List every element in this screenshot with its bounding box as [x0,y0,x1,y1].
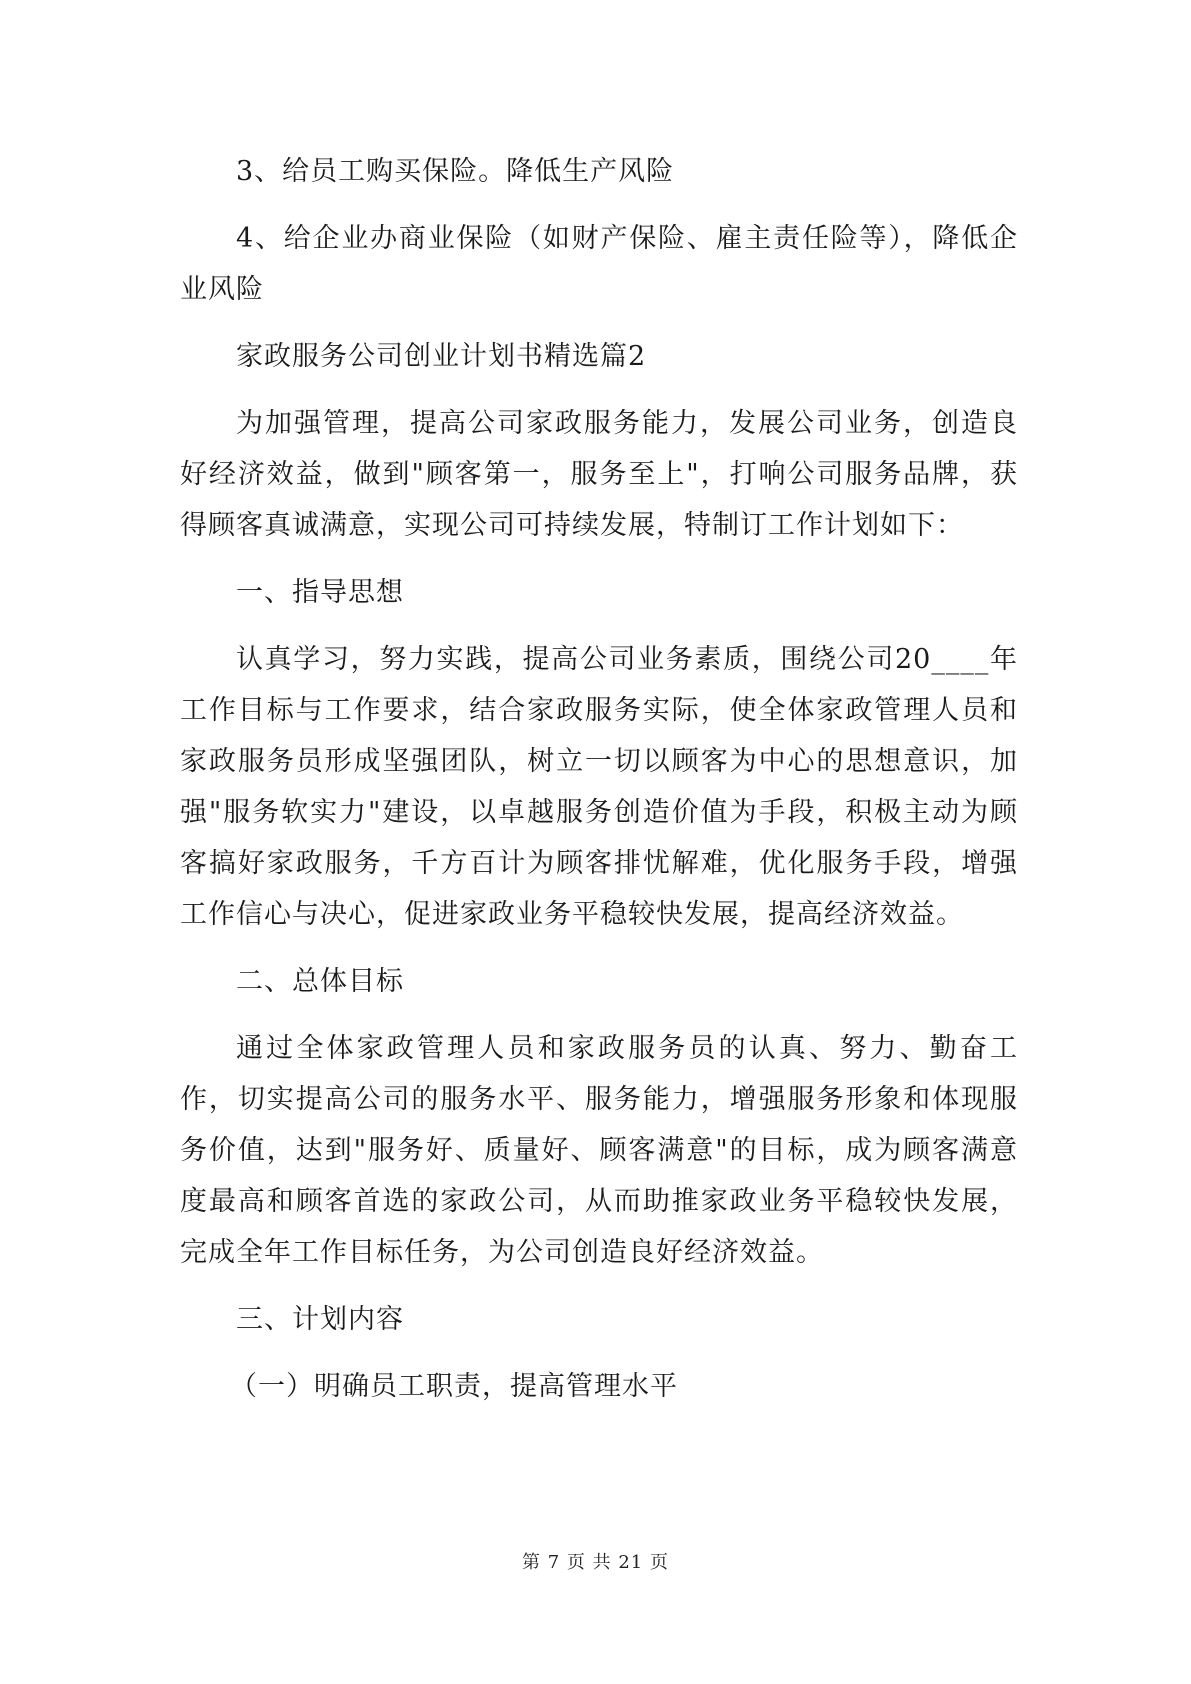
page-number-footer: 第 7 页 共 21 页 [522,1552,669,1573]
document-body [180,146,1018,1428]
heading-overall-goal: 二、总体目标 [236,966,404,997]
section-title: 家政服务公司创业计划书精选篇2 [236,341,647,372]
list-item-insurance-staff: 3、给员工购买保险。降低生产风险 [236,156,675,187]
guiding-ideology-paragraph: 认真学习，努力实践，提高公司业务素质，围绕公司20____年工作目标与工作要求，结合家政服务实际，使全体家政管理人员和家政服务员形成坚强团队，树立一切以顾客为中心的思想意识，加强"服务软实力"建设，以卓越服务创造价值为手段，积极主动为顾客搞好家政服务，千方百计为顾客排忧解难，优化服务手段，增强工作信心与决心，促进家政业务平稳较快发展，提高经济效益。 [180,644,1018,930]
subheading-staff-duties: （一）明确员工职责，提高管理水平 [230,1371,678,1402]
heading-guiding-ideology: 一、指导思想 [236,577,404,608]
heading-plan-content: 三、计划内容 [236,1304,404,1335]
intro-paragraph: 为加强管理，提高公司家政服务能力，发展公司业务，创造良好经济效益，做到"顾客第一，服务至上"，打响公司服务品牌，获得顾客真诚满意，实现公司可持续发展，特制订工作计划如下： [180,408,1018,541]
list-item-insurance-business: 4、给企业办商业保险（如财产保险、雇主责任险等），降低企业风险 [180,223,1018,305]
overall-goal-paragraph: 通过全体家政管理人员和家政服务员的认真、努力、勤奋工作，切实提高公司的服务水平、服务能力，增强服务形象和体现服务价值，达到"服务好、质量好、顾客满意"的目标，成为顾客满意度最高和顾客首选的家政公司，从而助推家政业务平稳较快发展，完成全年工作目标任务，为公司创造良好经济效益。 [180,1033,1018,1268]
